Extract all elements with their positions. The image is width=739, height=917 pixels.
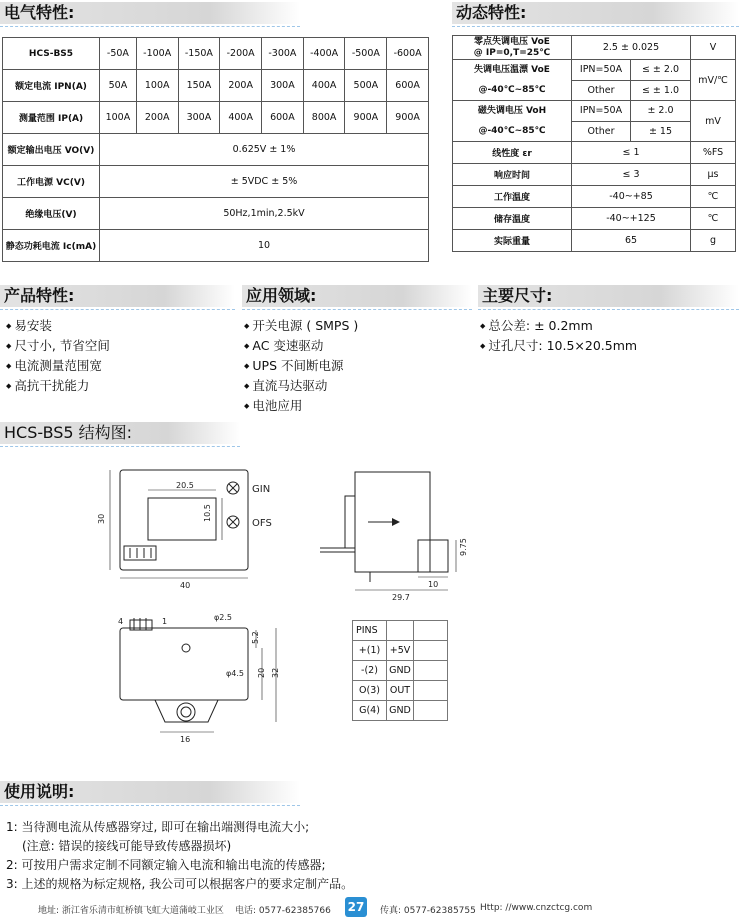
- vout-label: 额定输出电压 VO(V): [3, 134, 100, 166]
- offset-drift-unit: mV/℃: [691, 60, 736, 101]
- list-item: ◆ 电池应用: [244, 396, 358, 416]
- op-temp-value: -40~+85: [572, 186, 691, 208]
- variant-cell: -400A: [303, 38, 345, 70]
- op-temp-label: 工作温度: [453, 186, 572, 208]
- rated-label: 额定电流 IPN(A): [3, 70, 100, 102]
- offset-voltage-label: [453, 36, 572, 60]
- dim-30: 30: [97, 513, 106, 524]
- dim-32: 32: [271, 667, 280, 678]
- offset-drift-label: [453, 60, 572, 101]
- list-item: ◆ 开关电源 ( SMPS ): [244, 316, 358, 336]
- dim-5-2: 5.2: [251, 631, 260, 644]
- pin-name: +(1): [353, 641, 387, 661]
- list-item: ◆ 电流测量范围宽: [6, 356, 110, 376]
- storage-temp-label: 储存温度: [453, 208, 572, 230]
- variant-cell: -100A: [136, 38, 178, 70]
- magnetic-offset-a-value: ± 2.0: [631, 101, 691, 122]
- weight-value: 65: [572, 230, 691, 252]
- application-list: [244, 316, 358, 416]
- offset-drift-b: Other: [572, 80, 631, 101]
- pin-signal: GND: [387, 701, 414, 721]
- page-footer: [0, 899, 739, 917]
- bottom-view-body: [120, 628, 248, 700]
- section-dynamic: 动态特性:: [452, 2, 739, 24]
- dim-29-7: 29.7: [392, 593, 410, 602]
- section-application: 应用领域:: [242, 285, 472, 307]
- magnetic-offset-title: 磁失调电压 VoH: [477, 106, 547, 116]
- offset-drift-a: IPN=50A: [572, 60, 631, 81]
- section-structure: HCS-BS5 结构图:: [0, 422, 240, 444]
- magnetic-offset-b-value: ± 15: [631, 121, 691, 142]
- rated-cell: 500A: [345, 70, 387, 102]
- linearity-unit: %FS: [691, 142, 736, 164]
- footer-web: Http: //www.cnzctcg.com: [480, 903, 593, 913]
- offset-drift-b-value: ≤ ± 1.0: [631, 80, 691, 101]
- variant-cell: -300A: [262, 38, 304, 70]
- range-label: 测量范围 IP(A): [3, 102, 100, 134]
- list-item: ◆ UPS 不间断电源: [244, 356, 358, 376]
- dimension-list: [480, 316, 637, 356]
- pin-name: G(4): [353, 701, 387, 721]
- footer-address: 地址: 浙江省乐清市虹桥镇飞虹大道蒲岐工业区: [38, 906, 224, 916]
- dim-10-5: 10.5: [203, 504, 212, 522]
- response-unit: μs: [691, 164, 736, 186]
- pin-1-label: 1: [162, 617, 168, 626]
- range-cell: 400A: [220, 102, 262, 134]
- offset-voltage-value: 2.5 ± 0.025: [572, 36, 691, 60]
- magnetic-offset-cond: @-40℃~85℃: [478, 126, 546, 136]
- vc-label: 工作电源 VC(V): [3, 166, 100, 198]
- weight-unit: g: [691, 230, 736, 252]
- offset-drift-cond: @-40℃~85℃: [478, 85, 546, 95]
- range-cell: 100A: [100, 102, 137, 134]
- pin-signal: +5V: [387, 641, 414, 661]
- pin-name: O(3): [353, 681, 387, 701]
- pin-4-label: 4: [118, 617, 124, 626]
- variant-cell: -150A: [178, 38, 220, 70]
- dim-phi-2-5: φ2.5: [214, 613, 232, 622]
- iso-value: 50Hz,1min,2.5kV: [100, 198, 429, 230]
- usage-line: (注意: 错误的接线可能导致传感器损坏): [22, 839, 232, 853]
- rated-cell: 200A: [220, 70, 262, 102]
- pin-name: -(2): [353, 661, 387, 681]
- list-item: ◆ 高抗干扰能力: [6, 376, 110, 396]
- dim-40: 40: [180, 581, 191, 590]
- pin-signal: OUT: [387, 681, 414, 701]
- range-cell: 600A: [262, 102, 304, 134]
- storage-temp-unit: ℃: [691, 208, 736, 230]
- range-cell: 200A: [136, 102, 178, 134]
- range-cell: 900A: [387, 102, 429, 134]
- dynamic-table: [452, 35, 736, 252]
- variant-cell: -50A: [100, 38, 137, 70]
- range-cell: 800A: [303, 102, 345, 134]
- list-item: ◆ 过孔尺寸: 10.5×20.5mm: [480, 336, 637, 356]
- list-item: ◆ 直流马达驱动: [244, 376, 358, 396]
- magnetic-offset-b: Other: [572, 121, 631, 142]
- dim-10: 10: [428, 580, 439, 589]
- footer-fax: 传真: 0577-62385755: [380, 906, 476, 916]
- offset-drift-a-value: ≤ ± 2.0: [631, 60, 691, 81]
- rated-cell: 400A: [303, 70, 345, 102]
- section-electrical: 电气特性:: [0, 2, 300, 24]
- dim-20: 20: [257, 667, 266, 678]
- list-item: ◆ 总公差: ± 0.2mm: [480, 316, 637, 336]
- list-item: ◆ 易安装: [6, 316, 110, 336]
- footer-tel: 电话: 0577-62385766: [235, 906, 331, 916]
- offset-voltage-cond: @ IP=0,T=25℃: [473, 47, 551, 58]
- product-list: [6, 316, 110, 396]
- offset-voltage-title: 零点失调电压 VoE: [474, 36, 550, 47]
- offset-voltage-unit: V: [691, 36, 736, 60]
- model-cell: HCS-BS5: [3, 38, 100, 70]
- dim-20-5: 20.5: [176, 481, 194, 490]
- range-cell: 900A: [345, 102, 387, 134]
- usage-line: 2: 可按用户需求定制不同额定输入电流和输出电流的传感器;: [6, 858, 326, 872]
- response-label: 响应时间: [453, 164, 572, 186]
- iso-label: 绝缘电压(V): [3, 198, 100, 230]
- magnetic-offset-unit: mV: [691, 101, 736, 142]
- weight-label: 实际重量: [453, 230, 572, 252]
- linearity-label: 线性度 εr: [453, 142, 572, 164]
- ic-value: 10: [100, 230, 429, 262]
- usage-line: 3: 上述的规格为标定规格, 我公司可以根据客户的要求定制产品。: [6, 877, 354, 891]
- electrical-table: [2, 37, 429, 262]
- vout-value: 0.625V ± 1%: [100, 134, 429, 166]
- vc-value: ± 5VDC ± 5%: [100, 166, 429, 198]
- pin-signal: GND: [387, 661, 414, 681]
- section-dimensions: 主要尺寸:: [478, 285, 739, 307]
- response-value: ≤ 3: [572, 164, 691, 186]
- storage-temp-value: -40~+125: [572, 208, 691, 230]
- magnetic-offset-a: IPN=50A: [572, 101, 631, 122]
- rated-cell: 50A: [100, 70, 137, 102]
- section-usage: 使用说明:: [0, 781, 300, 803]
- op-temp-unit: ℃: [691, 186, 736, 208]
- page-number: 27: [345, 897, 367, 917]
- rated-cell: 150A: [178, 70, 220, 102]
- variant-cell: -200A: [220, 38, 262, 70]
- mounting-hole: [177, 703, 195, 721]
- magnetic-offset-label: [453, 101, 572, 142]
- usage-notes: [6, 818, 353, 894]
- gin-label: GIN: [252, 484, 271, 495]
- ofs-label: OFS: [252, 518, 272, 529]
- range-cell: 300A: [178, 102, 220, 134]
- ic-label: 静态功耗电流 Ic(mA): [3, 230, 100, 262]
- offset-drift-title: 失调电压温漂 VoE: [474, 65, 550, 75]
- list-item: ◆ AC 变速驱动: [244, 336, 358, 356]
- variant-cell: -600A: [387, 38, 429, 70]
- section-product: 产品特性:: [0, 285, 235, 307]
- rated-cell: 300A: [262, 70, 304, 102]
- variant-cell: -500A: [345, 38, 387, 70]
- rated-cell: 600A: [387, 70, 429, 102]
- pins-header: PINS: [353, 621, 387, 641]
- dim-phi-4-5: φ4.5: [226, 669, 244, 678]
- linearity-value: ≤ 1: [572, 142, 691, 164]
- dim-16: 16: [180, 735, 191, 744]
- usage-line: 1: 当待测电流从传感器穿过, 即可在输出端测得电流大小;: [6, 820, 310, 834]
- list-item: ◆ 尺寸小, 节省空间: [6, 336, 110, 356]
- pins-table: [352, 620, 448, 721]
- rated-cell: 100A: [136, 70, 178, 102]
- dim-9-75: 9.75: [459, 538, 468, 556]
